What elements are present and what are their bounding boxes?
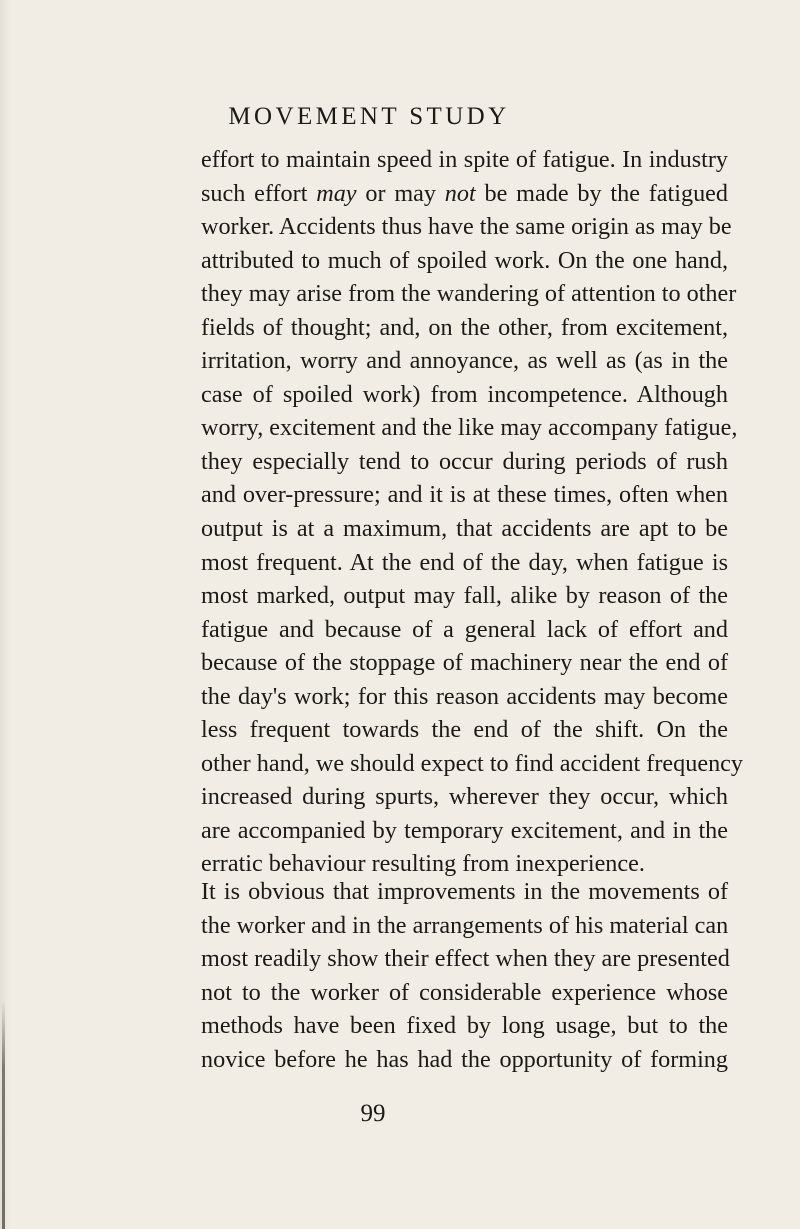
text-line: fatigue and because of a general lack of effort and xyxy=(201,615,728,643)
page-number: 99 xyxy=(360,1100,386,1127)
text-line: other hand, we should expect to find accident frequency xyxy=(201,749,743,777)
text-line-with-italics xyxy=(201,177,728,211)
running-head: MOVEMENT STUDY xyxy=(228,103,510,130)
text-segment: be made by the fatigued xyxy=(475,179,728,207)
text-line: novice before he has had the opportunity of forming xyxy=(201,1045,728,1073)
text-line: and over-pressure; and it is at these times, often when xyxy=(201,481,728,509)
text-line: most marked, output may fall, alike by reason of the xyxy=(201,582,728,610)
text-line: they may arise from the wandering of attention to other xyxy=(201,280,737,308)
text-line: erratic behaviour resulting from inexperience. xyxy=(201,850,645,878)
text-line: It is obvious that improvements in the movements of xyxy=(201,878,728,905)
text-line: attributed to much of spoiled work. On the one hand, xyxy=(201,246,728,274)
text-line: not to the worker of considerable experience whose xyxy=(201,978,728,1006)
text-line: increased during spurts, wherever they occur, which xyxy=(201,783,728,811)
text-line: the day's work; for this reason accidents may become xyxy=(201,682,728,710)
text-line: output is at a maximum, that accidents are apt to be xyxy=(201,515,728,543)
text-line: less frequent towards the end of the shift. On the xyxy=(201,716,728,744)
italic-word-may: may xyxy=(316,179,357,207)
text-segment: such effort xyxy=(201,179,317,207)
text-line: worker. Accidents thus have the same origin as may be xyxy=(201,213,732,241)
text-line: fields of thought; and, on the other, from excitement, xyxy=(201,313,728,341)
text-line: are accompanied by temporary excitement, and in the xyxy=(201,816,728,844)
text-segment: or may xyxy=(356,179,445,207)
text-line: worry, excitement and the like may accompany fatigue, xyxy=(201,414,738,442)
text-line: irritation, worry and annoyance, as well as (as in the xyxy=(201,347,728,375)
text-line: effort to maintain speed in spite of fatigue. In industry xyxy=(201,146,728,173)
text-line: most readily show their effect when they are presented xyxy=(201,945,730,973)
text-line: the worker and in the arrangements of his material can xyxy=(201,911,729,939)
paragraph-2 xyxy=(201,875,728,1076)
text-line: case of spoiled work) from incompetence. Although xyxy=(201,380,728,408)
text-line: most frequent. At the end of the day, when fatigue is xyxy=(201,548,728,576)
text-line: they especially tend to occur during periods of rush xyxy=(201,447,728,475)
italic-word-not: not xyxy=(444,179,476,207)
paragraph-1 xyxy=(201,143,743,881)
text-line: because of the stoppage of machinery near the end of xyxy=(201,649,728,677)
text-line: methods have been fixed by long usage, but to the xyxy=(201,1012,728,1040)
